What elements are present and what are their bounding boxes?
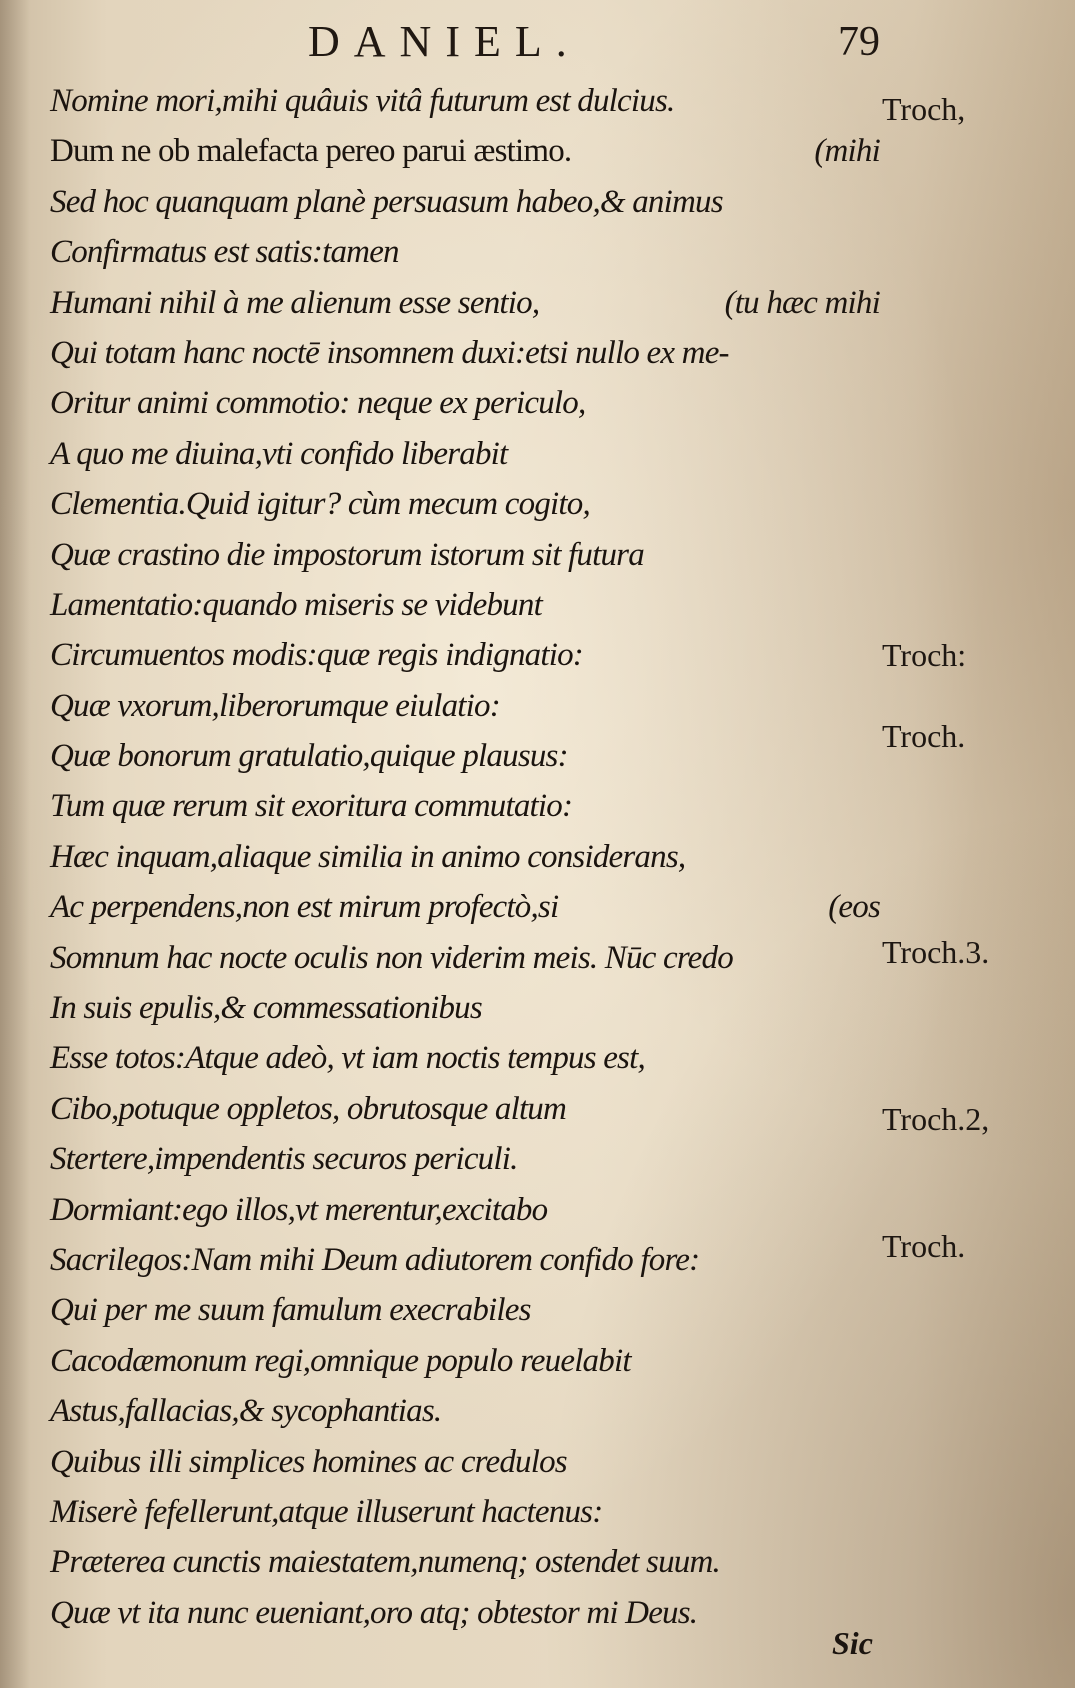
margin-note-meter: Troch, <box>882 91 966 127</box>
verse-turnover: (eos <box>828 889 880 926</box>
verse-text: Circumuentos modis:quæ regis indignatio: <box>50 637 583 674</box>
verse-text: In suis epulis,& commessationibus <box>50 990 482 1027</box>
verse-line <box>50 1185 880 1235</box>
verse-text: Miserè fefellerunt,atque illuserunt hactenus: <box>50 1493 603 1530</box>
catchword: Sic <box>832 1625 873 1661</box>
verse-line <box>50 1537 880 1587</box>
verse-line <box>50 177 880 227</box>
verse-line <box>50 933 880 983</box>
verse-line <box>50 479 880 529</box>
verse-text: Præterea cunctis maiestatem,numenq; ostendet suum. <box>50 1544 720 1581</box>
verse-text: Quibus illi simplices homines ac credulos <box>50 1443 567 1480</box>
verse-line <box>50 1336 880 1386</box>
verse-line <box>50 1134 880 1184</box>
verse-turnover: (mihi <box>814 133 880 170</box>
verse-text: Esse totos:Atque adeò, vt iam noctis tempus est, <box>50 1040 645 1077</box>
verse-text: Dum ne ob malefacta pereo parui æstimo. <box>50 133 572 170</box>
verse-line <box>50 1285 880 1335</box>
verse-line <box>50 630 880 680</box>
page-number: 79 <box>838 19 880 65</box>
verse-turnover: (tu hæc mihi <box>724 284 880 321</box>
verse-text: Quæ vxorum,liberorumque eiulatio: <box>50 687 500 724</box>
verse-line <box>50 1386 880 1436</box>
verse-line <box>50 1033 880 1083</box>
verse-text: Sed hoc quanquam planè persuasum habeo,& animus <box>50 183 723 220</box>
verse-line <box>50 1487 880 1537</box>
verse-text: Qui per me suum famulum execrabiles <box>50 1292 531 1329</box>
verse-line <box>50 278 880 328</box>
verse-text: Lamentatio:quando miseris se videbunt <box>50 586 542 623</box>
verse-text: Oritur animi commotio: neque ex periculo, <box>50 385 586 422</box>
verse-text: Cacodæmonum regi,omnique populo reuelabit <box>50 1342 631 1379</box>
verse-text: A quo me diuina,vti confido liberabit <box>50 435 508 472</box>
running-head: DANIEL. <box>308 17 581 66</box>
verse-text: Tum quæ rerum sit exoritura commutatio: <box>50 788 573 825</box>
verse-text: Hæc inquam,aliaque similia in animo considerans, <box>50 838 686 875</box>
verse-line <box>50 983 880 1033</box>
verse-line <box>50 328 880 378</box>
page-header <box>300 12 880 72</box>
margin-note-meter: Troch. <box>882 1228 966 1264</box>
margin-note-meter: Troch.2, <box>882 1101 990 1137</box>
verse-line <box>50 1588 880 1638</box>
verse-line <box>50 580 880 630</box>
verse-line <box>50 378 880 428</box>
margin-note-meter: Troch. <box>882 718 966 754</box>
verse-text: Somnum hac nocte oculis non viderim meis. Nūc credo <box>50 939 733 976</box>
verse-text: Confirmatus est satis:tamen <box>50 234 399 271</box>
margin-note-meter: Troch: <box>882 637 967 673</box>
verse-line <box>50 530 880 580</box>
verse-line <box>50 832 880 882</box>
verse-text: Dormiant:ego illos,vt merentur,excitabo <box>50 1191 548 1228</box>
verse-line <box>50 126 880 176</box>
verse-line <box>50 76 880 126</box>
verse-line <box>50 731 880 781</box>
margin-note-meter: Troch.3. <box>882 934 990 970</box>
verse-line <box>50 681 880 731</box>
verse-line <box>50 1437 880 1487</box>
verse-text: Astus,fallacias,& sycophantias. <box>50 1393 442 1430</box>
verse-text: Cibo,potuque oppletos, obrutosque altum <box>50 1090 567 1127</box>
verse-text: Qui totam hanc noctē insomnem duxi:etsi nullo ex me- <box>50 334 729 371</box>
verse-line <box>50 882 880 932</box>
verse-text: Humani nihil à me alienum esse sentio, <box>50 284 540 321</box>
verse-text: Clementia.Quid igitur? cùm mecum cogito, <box>50 486 590 523</box>
verse-text: Stertere,impendentis securos periculi. <box>50 1141 518 1178</box>
verse-text: Ac perpendens,non est mirum profectò,si <box>50 889 559 926</box>
verse-text: Quæ crastino die impostorum istorum sit futura <box>50 536 644 573</box>
verse-text: Quæ bonorum gratulatio,quique plausus: <box>50 738 568 775</box>
verse-line <box>50 227 880 277</box>
verse-line <box>50 1235 880 1285</box>
verse-text: Sacrilegos:Nam mihi Deum adiutorem confido fore: <box>50 1241 700 1278</box>
verse-line <box>50 781 880 831</box>
verse-text: Nomine mori,mihi quâuis vitâ futurum est dulcius. <box>50 83 675 119</box>
verse-line <box>50 1084 880 1134</box>
verse-line <box>50 429 880 479</box>
verse-text-block <box>50 76 880 1638</box>
page-gutter-shadow <box>0 0 30 1688</box>
verse-text: Quæ vt ita nunc eueniant,oro atq; obtestor mi Deus. <box>50 1594 698 1631</box>
